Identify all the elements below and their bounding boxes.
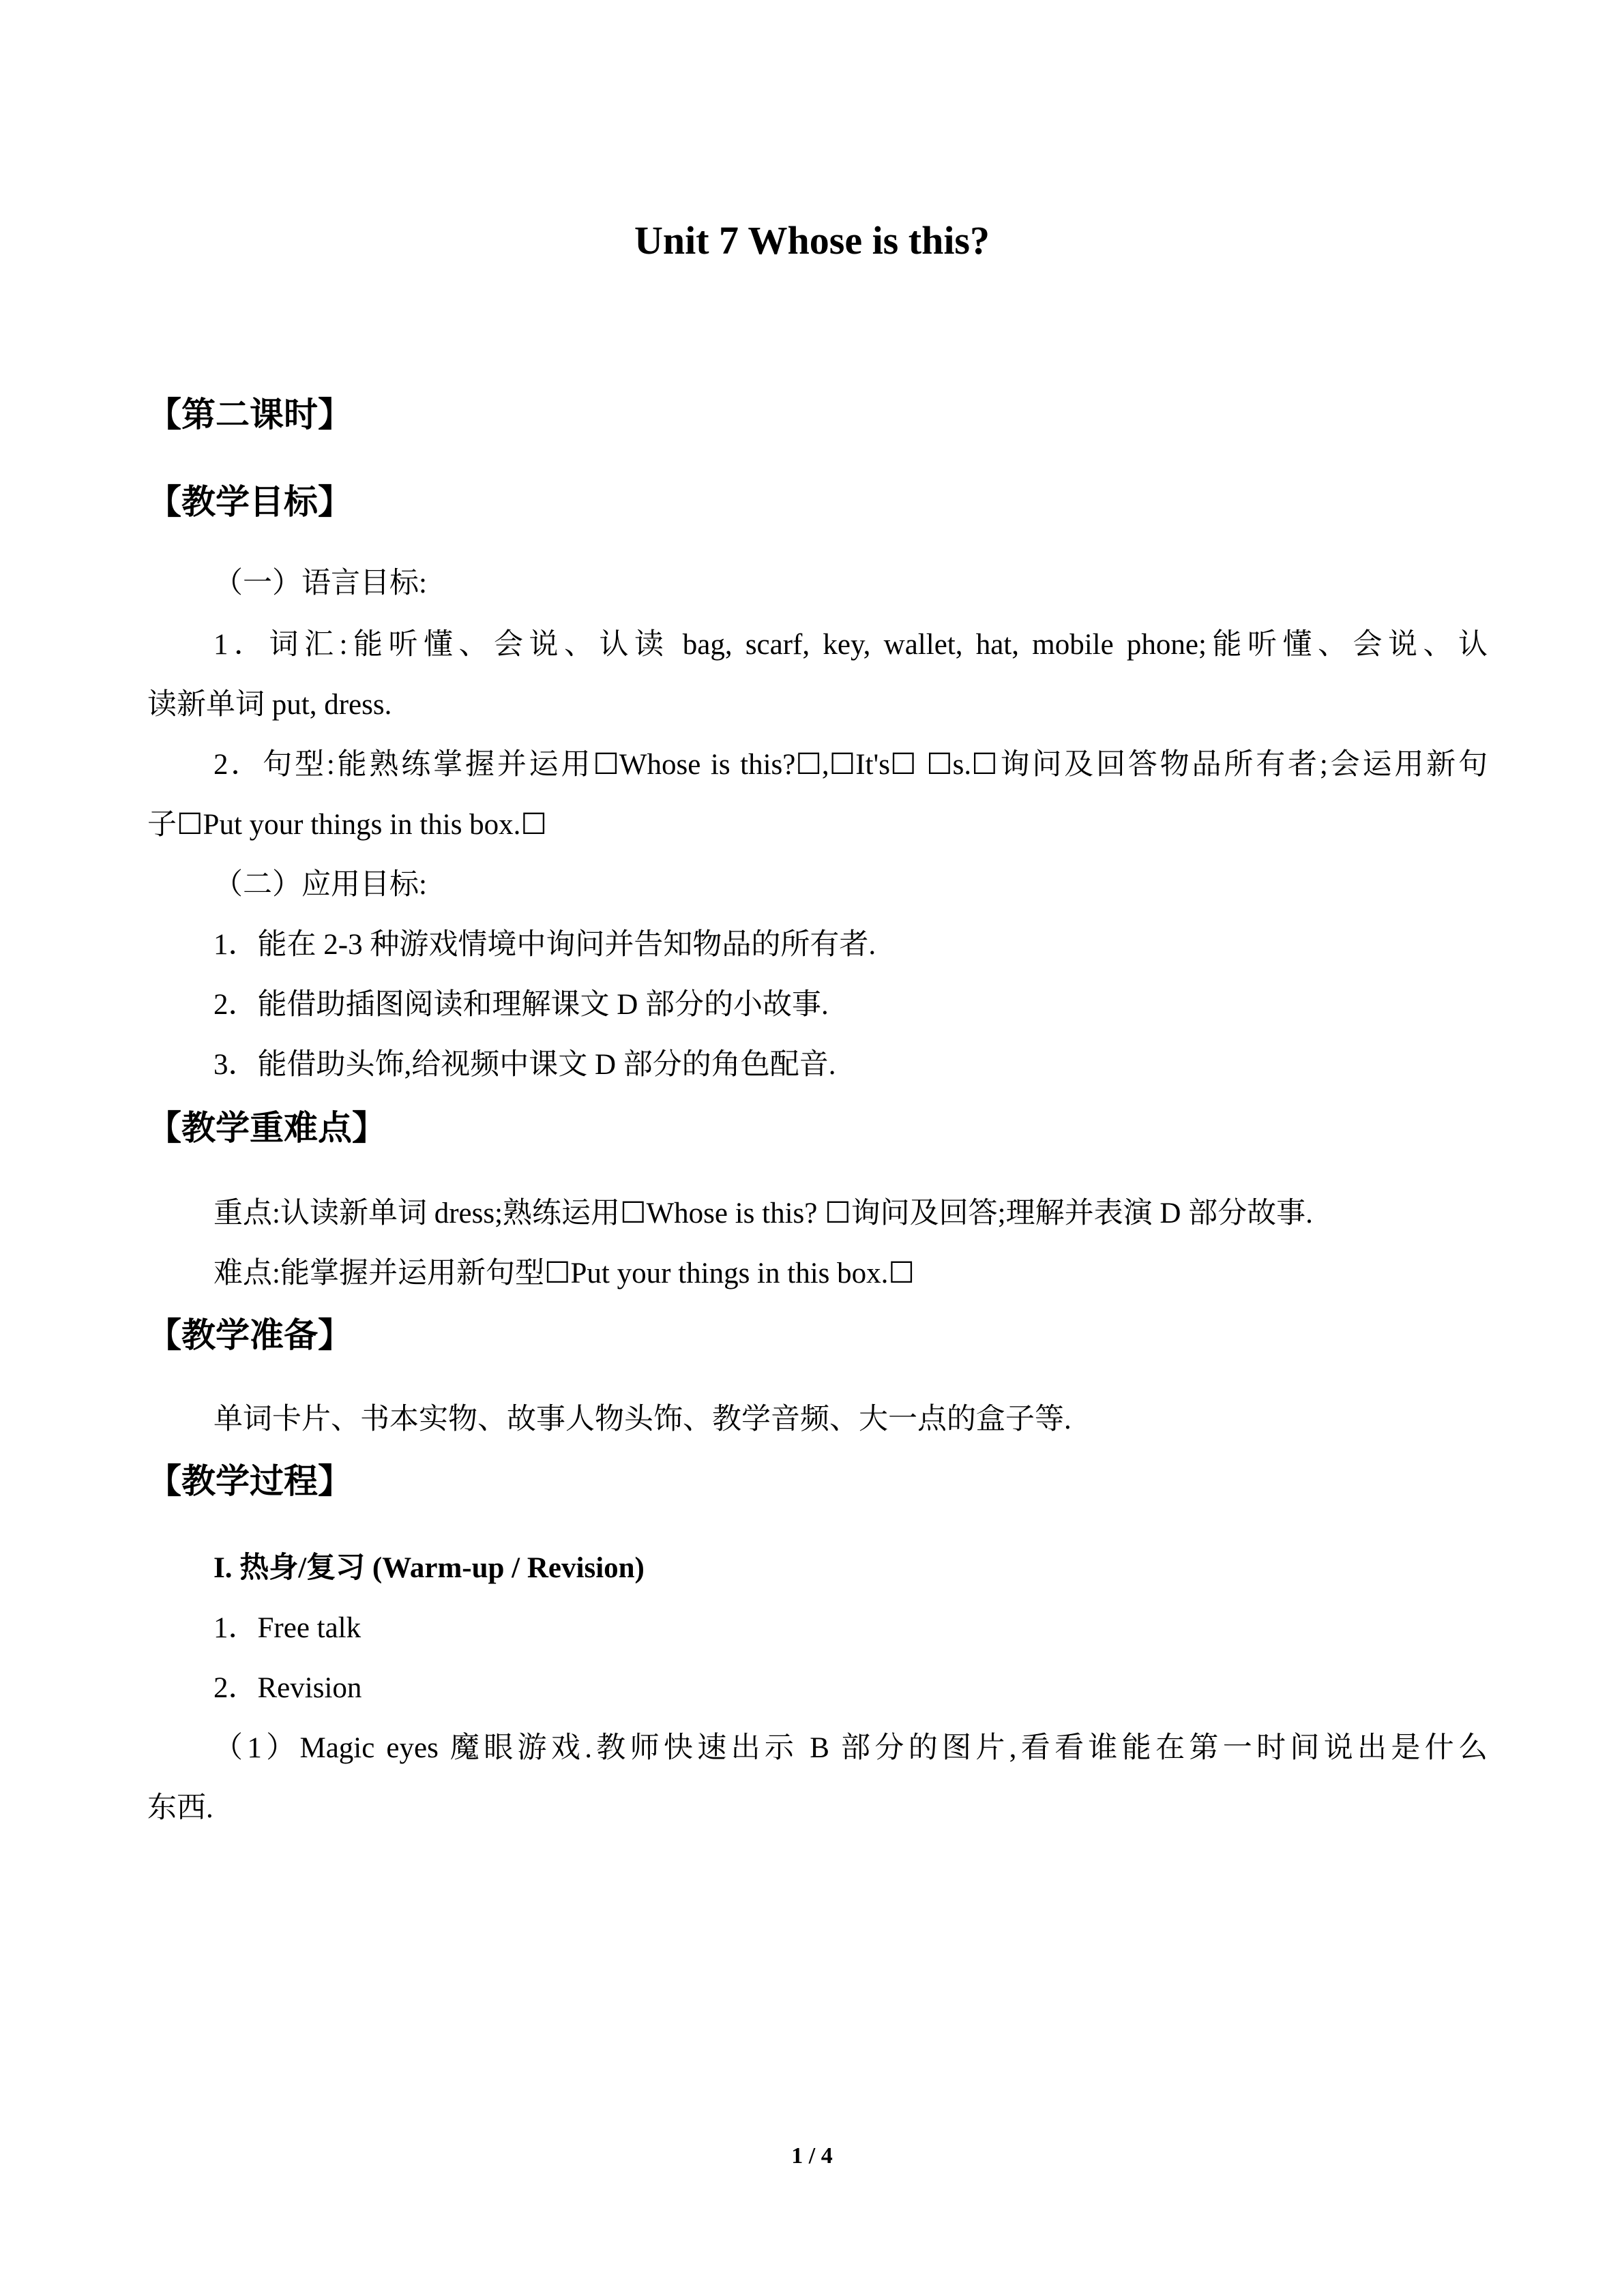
focus-text: 重点:认读新单词 dress;熟练运用☐Whose is this? ☐询问及回答;理解并表演 D 部分故事. <box>213 1197 1313 1229</box>
application-goal-label: （二）应用目标: <box>213 869 427 901</box>
heading-process: 【教学过程】 <box>147 1461 352 1501</box>
preparation-text: 单词卡片、书本实物、故事人物头饰、教学音频、大一点的盒子等. <box>213 1403 1072 1435</box>
pattern-line-2: 子☐Put your things in this box.☐ <box>147 809 547 841</box>
heading-key-points: 【教学重难点】 <box>147 1108 386 1148</box>
magic-eyes-line-1: （1）Magic eyes 魔眼游戏.教师快速出示 B 部分的图片,看看谁能在第一时间说出是什么 <box>213 1732 1488 1764</box>
application-item-2: 2．能借助插图阅读和理解课文 D 部分的小故事. <box>213 989 829 1021</box>
document-title: Unit 7 Whose is this? <box>634 218 990 263</box>
vocab-line-2: 读新单词 put, dress. <box>147 689 392 721</box>
difficulty-text: 难点:能掌握并运用新句型☐Put your things in this box.☐ <box>213 1257 915 1289</box>
process-item-1: 1．Free talk <box>213 1612 361 1644</box>
heading-lesson: 【第二课时】 <box>147 395 352 434</box>
pattern-line-1: 2．句型:能熟练掌握并运用☐Whose is this?☐,☐It's☐ ☐s.☐询问及回答物品所有者;会运用新句 <box>213 749 1488 781</box>
vocab-line-1: 1．词汇:能听懂、会说、认读 bag, scarf, key, wallet, hat, mobile phone;能听懂、会说、认 <box>213 629 1488 661</box>
magic-eyes-line-2: 东西. <box>147 1792 213 1824</box>
process-item-2: 2．Revision <box>213 1672 362 1704</box>
application-item-3: 3．能借助头饰,给视频中课文 D 部分的角色配音. <box>213 1049 836 1081</box>
heading-objectives: 【教学目标】 <box>147 482 352 522</box>
heading-preparation: 【教学准备】 <box>147 1315 352 1355</box>
application-item-1: 1．能在 2-3 种游戏情境中询问并告知物品的所有者. <box>213 929 876 961</box>
step-1-title: I. 热身/复习 (Warm-up / Revision) <box>213 1552 645 1584</box>
language-goal-label: （一）语言目标: <box>213 567 427 599</box>
page-number: 1 / 4 <box>791 2143 833 2168</box>
